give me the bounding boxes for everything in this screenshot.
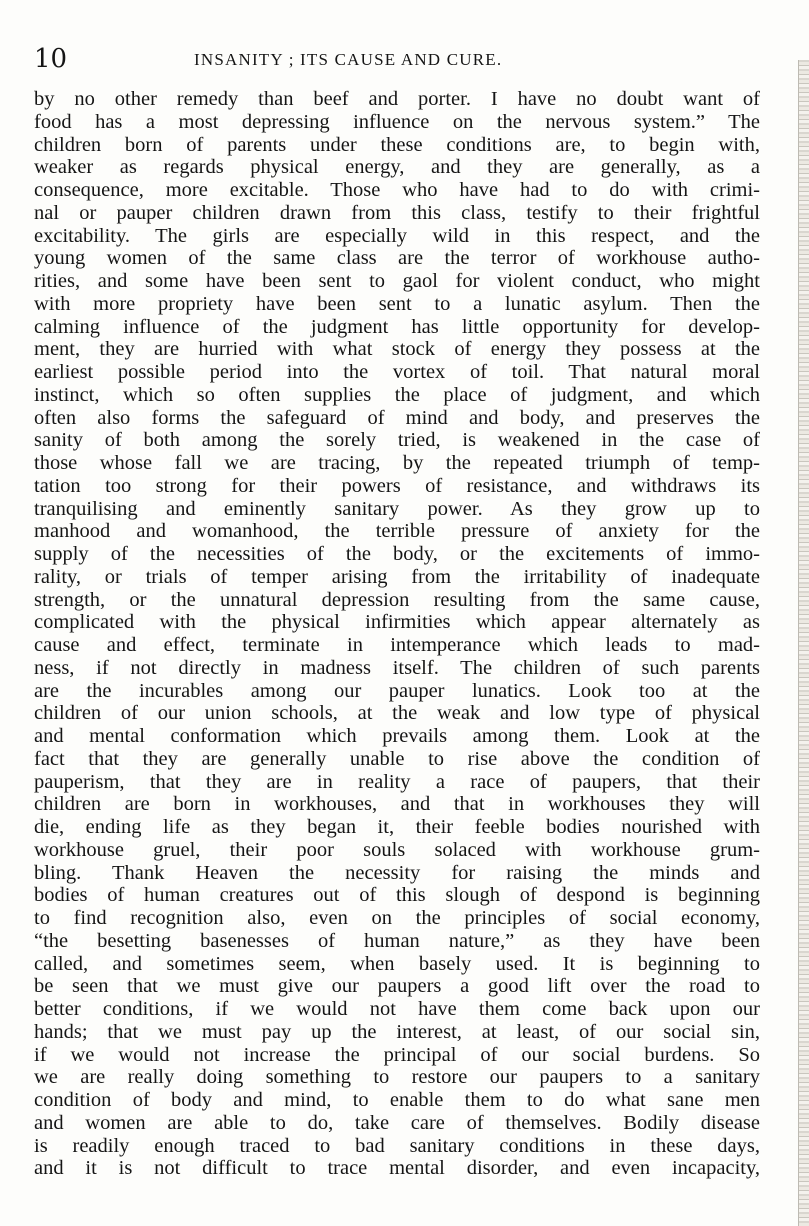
text-line: workhouse gruel, their poor souls solaced with workhouse grum-: [34, 838, 760, 861]
text-line: and women are able to do, take care of themselves. Bodily disease: [34, 1111, 760, 1134]
text-line: calming influence of the judgment has little opportunity for develop-: [34, 315, 760, 338]
text-line: rality, or trials of temper arising from the irritability of inadequate: [34, 565, 760, 588]
text-line: manhood and womanhood, the terrible pressure of anxiety for the: [34, 520, 760, 543]
text-line: children are born in workhouses, and that in workhouses they will: [34, 793, 760, 816]
text-line: instinct, which so often supplies the place of judgment, and which: [34, 383, 760, 406]
text-line: cause and effect, terminate in intemperance which leads to mad-: [34, 634, 760, 656]
text-line: earliest possible period into the vortex of toil. That natural moral: [34, 361, 760, 383]
text-line: if we would not increase the principal of our social burdens. So: [34, 1043, 760, 1066]
text-line: rities, and some have been sent to gaol for violent conduct, who might: [34, 270, 760, 292]
text-line: nal or pauper children drawn from this class, testify to their frightful: [34, 201, 760, 224]
text-line: ness, if not directly in madness itself. The children of such parents: [34, 656, 760, 679]
text-line: food has a most depressing influence on the nervous system.” The: [34, 110, 760, 133]
text-line: bodies of human creatures out of this slough of despond is beginning: [34, 884, 760, 907]
text-line: excitability. The girls are especially wild in this respect, and the: [34, 224, 760, 247]
text-line: to find recognition also, even on the principles of social economy,: [34, 907, 760, 929]
text-line: tation too strong for their powers of resistance, and withdraws its: [34, 474, 760, 497]
text-line: is readily enough traced to bad sanitary conditions in these days,: [34, 1134, 760, 1157]
text-line: condition of body and mind, to enable them to do what sane men: [34, 1089, 760, 1111]
text-line: sanity of both among the sorely tried, is weakened in the case of: [34, 429, 760, 452]
text-line: die, ending life as they began it, their feeble bodies nourished with: [34, 816, 760, 838]
text-line: tranquilising and eminently sanitary power. As they grow up to: [34, 497, 760, 520]
text-line: hands; that we must pay up the interest, at least, of our social sin,: [34, 1020, 760, 1043]
text-line: “the besetting basenesses of human nature,” as they have been: [34, 929, 760, 952]
text-line: ment, they are hurried with what stock of energy they possess at the: [34, 338, 760, 361]
text-line: are the incurables among our pauper lunatics. Look too at the: [34, 679, 760, 702]
text-line: often also forms the safeguard of mind and body, and preserves the: [34, 406, 760, 429]
page-number: 10: [34, 44, 68, 74]
running-head: [34, 44, 774, 74]
text-line: those whose fall we are tracing, by the repeated triumph of temp-: [34, 452, 760, 474]
text-line: better conditions, if we would not have them come back upon our: [34, 998, 760, 1020]
text-line: children of our union schools, at the weak and low type of physical: [34, 702, 760, 725]
text-line: strength, or the unnatural depression resulting from the same cause,: [34, 588, 760, 611]
text-line: bling. Thank Heaven the necessity for raising the minds and: [34, 861, 760, 884]
running-title: INSANITY ; ITS CAUSE AND CURE.: [194, 50, 503, 69]
body-text: [34, 88, 760, 1180]
text-line: by no other remedy than beef and porter. I have no doubt want of: [34, 88, 760, 110]
text-line: and mental conformation which prevails among them. Look at the: [34, 725, 760, 747]
text-line: weaker as regards physical energy, and they are generally, as a: [34, 156, 760, 179]
text-line: complicated with the physical infirmities which appear alternately as: [34, 611, 760, 634]
text-line: fact that they are generally unable to rise above the condition of: [34, 747, 760, 770]
text-line: young women of the same class are the terror of workhouse autho-: [34, 247, 760, 270]
text-line: with more propriety have been sent to a lunatic asylum. Then the: [34, 292, 760, 315]
text-line: called, and sometimes seem, when basely used. It is beginning to: [34, 952, 760, 975]
text-line: we are really doing something to restore our paupers to a sanitary: [34, 1066, 760, 1089]
text-line: supply of the necessities of the body, or the excitements of immo-: [34, 543, 760, 565]
page-edge: [799, 60, 809, 1226]
text-line: and it is not difficult to trace mental disorder, and even incapacity,: [34, 1157, 760, 1180]
text-line: be seen that we must give our paupers a good lift over the road to: [34, 975, 760, 998]
text-line: children born of parents under these conditions are, to begin with,: [34, 133, 760, 156]
text-line: consequence, more excitable. Those who have had to do with crimi-: [34, 179, 760, 201]
text-line: pauperism, that they are in reality a race of paupers, that their: [34, 770, 760, 793]
